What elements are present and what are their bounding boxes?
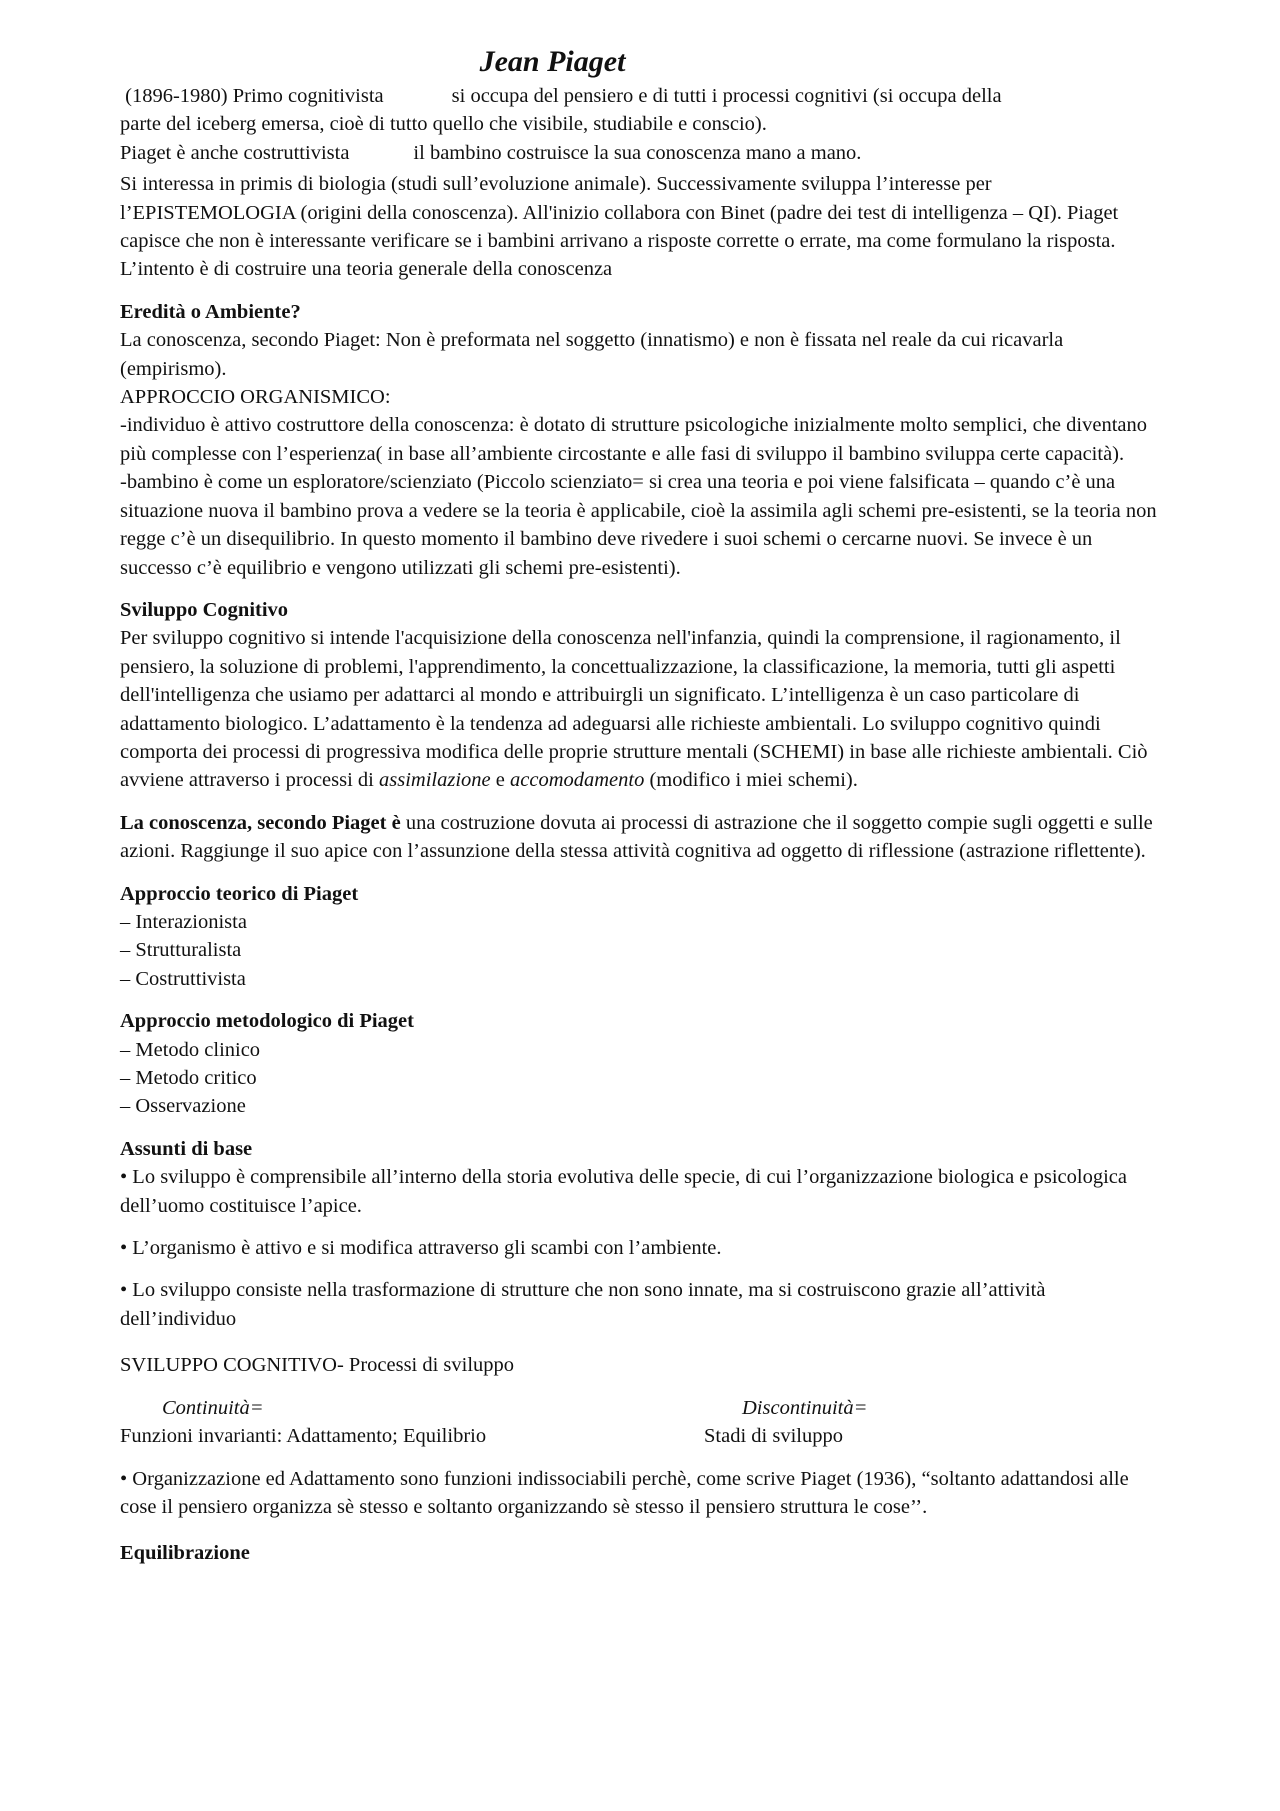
list-item: – Metodo critico xyxy=(120,1067,257,1089)
intro-section xyxy=(120,82,1160,284)
intro-line-1-a: (1896-1980) Primo cognitivista xyxy=(120,85,384,107)
intro-line-1-b: si occupa del pensiero e di tutti i processi cognitivi (si occupa della xyxy=(451,85,1002,107)
intro-line-3-a: Piaget è anche costruttivista xyxy=(120,141,350,164)
eredita-heading: Eredità o Ambiente? xyxy=(120,300,301,323)
assunti-bullet-2: • L’organismo è attivo e si modifica attraverso gli scambi con l’ambiente. xyxy=(120,1237,722,1260)
discontinuita-column xyxy=(704,1394,867,1451)
intro-line-1 xyxy=(120,82,1160,110)
conoscenza-paragraph xyxy=(120,809,1160,866)
assunti-heading: Assunti di base xyxy=(120,1137,253,1160)
conoscenza-text: una costruzione dovuta ai processi di astrazione che il soggetto compie sugli oggetti e sulle azioni. Raggiunge il suo apice con l’assunzione della stessa attività cognitiva ad oggetto di riflessione (astrazione riflettente). xyxy=(120,811,1153,863)
list-item: – Osservazione xyxy=(120,1095,246,1118)
processi-columns xyxy=(120,1394,1160,1451)
conoscenza-bold: La conoscenza, secondo Piaget è xyxy=(120,811,401,834)
discontinuita-text: Stadi di sviluppo xyxy=(704,1425,843,1448)
eredita-paragraph-1: La conoscenza, secondo Piaget: Non è preformata nel soggetto (innatismo) e non è fissata nel reale da cui ricavarla (empirismo). xyxy=(120,329,1064,380)
eredita-paragraph-2: APPROCCIO ORGANISMICO: xyxy=(120,386,391,409)
approccio-teorico-heading: Approccio teorico di Piaget xyxy=(120,882,359,905)
approccio-metodologico-section xyxy=(120,1007,1160,1121)
assunti-bullet-3: • Lo sviluppo consiste nella trasformazione di strutture che non sono innate, ma si costruiscono grazie all’attività dell’individuo xyxy=(120,1279,1046,1330)
sviluppo-italic-assimilazione: assimilazione xyxy=(379,769,491,792)
list-item: – Costruttivista xyxy=(120,967,246,990)
intro-line-3-b: il bambino costruisce la sua conoscenza mano a mano. xyxy=(413,141,862,164)
sviluppo-paragraph xyxy=(120,624,1160,794)
continuita-text: Funzioni invarianti: Adattamento; Equilibrio xyxy=(120,1425,487,1448)
continuita-title: Continuità= xyxy=(162,1396,264,1419)
conoscenza-section xyxy=(120,809,1160,866)
processi-bullet: • Organizzazione ed Adattamento sono funzioni indissociabili perchè, come scrive Piaget (1936), “soltanto adattandosi alle cose il pensiero organizza sè stesso e soltanto organizzando sè stesso il pensiero struttura le cose’’. xyxy=(120,1467,1129,1519)
list-item: – Interazionista xyxy=(120,910,247,933)
intro-line-2: parte del iceberg emersa, cioè di tutto quello che visibile, studiabile e conscio). xyxy=(120,113,767,136)
sviluppo-heading: Sviluppo Cognitivo xyxy=(120,598,289,621)
eredita-paragraph-4: -bambino è come un esploratore/scienziato (Piccolo scienziato= si crea una teoria e poi viene falsificata – quando c’è una situazione nuova il bambino prova a vedere se la teoria è applicabile, cioè la assimila agli schemi pre-esistenti, se la teoria non regge c’è un disequilibrio. In questo momento il bambino deve rivedere i suoi schemi o cercarne nuovi. Se invece è un successo c’è equilibrio e vengono utilizzati gli schemi pre-esistenti). xyxy=(120,471,1157,579)
eredita-section xyxy=(120,298,1160,582)
processi-section xyxy=(120,1351,1160,1521)
list-item: – Strutturalista xyxy=(120,939,242,962)
continuita-column xyxy=(120,1394,486,1451)
assunti-section xyxy=(120,1135,1160,1333)
approccio-metodologico-heading: Approccio metodologico di Piaget xyxy=(120,1010,414,1033)
eredita-paragraph-3: -individuo è attivo costruttore della conoscenza: è dotato di strutture psicologiche inizialmente molto semplici, che diventano più complesse con l’esperienza( in base all’ambiente circostante e alle fasi di sviluppo il bambino sviluppa certe capacità). xyxy=(120,414,1147,465)
sviluppo-section xyxy=(120,596,1160,795)
intro-paragraph: Si interessa in primis di biologia (studi sull’evoluzione animale). Successivamente sviluppa l’interesse per l’EPISTEMOLOGIA (origini della conoscenza). All'inizio collabora con Binet (padre dei test di intelligenza – QI). Piaget capisce che non è interessante verificare se i bambini arrivano a risposte corrette o errate, ma come formulano la risposta. L’intento è di costruire una teoria generale della conoscenza xyxy=(120,173,1119,281)
discontinuita-title: Discontinuità= xyxy=(742,1396,868,1419)
processi-heading: SVILUPPO COGNITIVO- Processi di sviluppo xyxy=(120,1354,515,1377)
sviluppo-text-a: Per sviluppo cognitivo si intende l'acquisizione della conoscenza nell'infanzia, quindi la comprensione, il ragionamento, il pensiero, la soluzione di problemi, l'apprendimento, la concettualizzazione, la classificazione, la memoria, tutti gli aspetti dell'intelligenza che usiamo per adattarci al mondo e attribuirgli un significato. L’intelligenza è un caso particolare di adattamento biologico. L’adattamento è la tendenza ad adeguarsi alle richieste ambientali. Lo sviluppo cognitivo quindi comporta dei processi di progressiva modifica delle proprie strutture mentali (SCHEMI) in base alle richieste ambientali. Ciò avviene attraverso i processi di xyxy=(120,627,1148,792)
sviluppo-italic-accomodamento: accomodamento xyxy=(510,769,645,792)
assunti-bullet-1: • Lo sviluppo è comprensibile all’interno della storia evolutiva delle specie, di cui l’organizzazione biologica e psicologica dell’uomo costituisce l’apice. xyxy=(120,1166,1127,1217)
equilibrazione-section xyxy=(120,1539,1160,1567)
intro-line-3 xyxy=(120,139,1160,167)
sviluppo-and: e xyxy=(490,769,510,792)
equilibrazione-heading: Equilibrazione xyxy=(120,1542,250,1565)
approccio-teorico-section xyxy=(120,880,1160,994)
page-title: Jean Piaget xyxy=(479,45,626,78)
sviluppo-text-b: (modifico i miei schemi). xyxy=(644,769,858,792)
list-item: – Metodo clinico xyxy=(120,1038,261,1061)
